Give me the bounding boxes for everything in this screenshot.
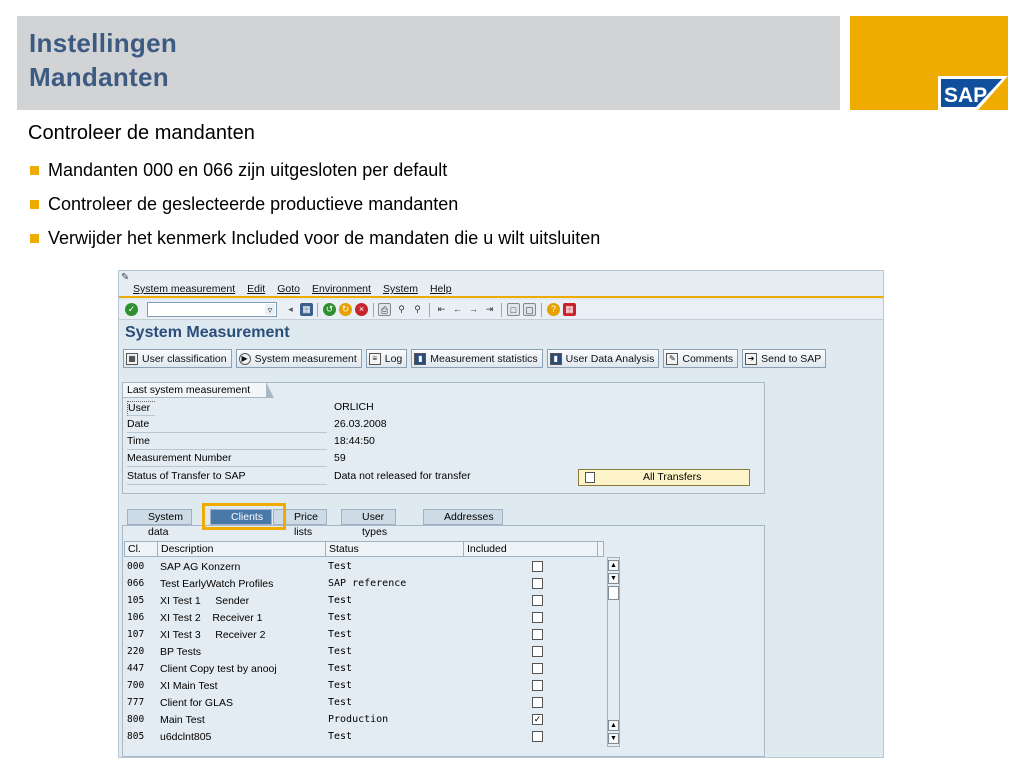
send-icon: ➜ xyxy=(745,353,757,365)
field-label: Time xyxy=(127,435,327,450)
field-value: 18:44:50 xyxy=(334,435,375,447)
bullet-item xyxy=(30,192,600,226)
bullet-text: Mandanten 000 en 066 zijn uitgesloten per default xyxy=(48,160,448,180)
included-checkbox[interactable] xyxy=(532,595,543,606)
first-page-icon[interactable]: ⇤ xyxy=(435,303,448,316)
included-checkbox[interactable] xyxy=(532,612,543,623)
dropdown-icon[interactable]: ▿ xyxy=(265,304,275,315)
bullet-square-icon xyxy=(30,166,39,175)
table-header xyxy=(124,541,604,557)
bullet-item xyxy=(30,158,600,192)
column-header[interactable]: Description xyxy=(158,542,326,557)
last-page-icon[interactable]: ⇥ xyxy=(483,303,496,316)
new-session-icon[interactable]: □ xyxy=(507,303,520,316)
cancel-icon[interactable]: × xyxy=(355,303,368,316)
print-icon[interactable]: ⎙ xyxy=(378,303,391,316)
included-checkbox[interactable] xyxy=(532,629,543,640)
group-title: Last system measurement xyxy=(122,382,266,398)
table-row[interactable]: 447 Client Copy test by anooj Test xyxy=(124,661,604,678)
field-value: ORLICH xyxy=(334,401,374,413)
execute-icon: ▶ xyxy=(239,353,251,365)
layout-icon[interactable]: ▦ xyxy=(563,303,576,316)
bullet-square-icon xyxy=(30,200,39,209)
field-measurement-number xyxy=(127,452,747,468)
table-row[interactable]: 106 XI Test 2 Receiver 1 Test xyxy=(124,610,604,627)
back-icon[interactable]: ↺ xyxy=(323,303,336,316)
scroll-down-icon[interactable]: ▼ xyxy=(608,573,619,584)
field-label: Measurement Number xyxy=(127,452,327,467)
bullet-item xyxy=(30,226,600,260)
included-checkbox[interactable] xyxy=(532,578,543,589)
sap-logo xyxy=(938,76,1008,110)
column-header[interactable]: Included xyxy=(464,542,598,557)
enter-icon[interactable]: ✓ xyxy=(125,303,138,316)
tab-clients[interactable]: Clients xyxy=(210,509,272,525)
table-row[interactable]: 220 BP Tests Test xyxy=(124,644,604,661)
command-field[interactable] xyxy=(147,302,277,317)
title-line-1: Instellingen xyxy=(29,28,178,58)
bullet-list xyxy=(30,158,600,260)
included-checkbox[interactable] xyxy=(532,646,543,657)
included-checkbox[interactable] xyxy=(532,697,543,708)
back-arrow-icon[interactable]: ◂ xyxy=(284,303,297,316)
table-row[interactable]: 066 Test EarlyWatch Profiles SAP reference xyxy=(124,576,604,593)
field-label: Date xyxy=(127,418,327,433)
bullet-text: Controleer de geslecteerde productieve mandanten xyxy=(48,194,459,214)
log-button[interactable]: ≡ Log xyxy=(366,349,408,368)
menu-system-measurement[interactable]: System measurement xyxy=(133,283,236,295)
tab-addresses[interactable]: Addresses xyxy=(423,509,503,525)
field-value: 59 xyxy=(334,452,346,464)
shortcut-icon[interactable]: ▢ xyxy=(523,303,536,316)
field-user xyxy=(127,401,747,417)
menu-bar xyxy=(119,271,883,298)
menu-goto[interactable]: Goto xyxy=(277,283,300,295)
scroll-thumb[interactable] xyxy=(608,586,619,600)
subheading: Controleer de mandanten xyxy=(28,122,255,144)
user-data-analysis-button[interactable]: ▮ User Data Analysis xyxy=(547,349,660,368)
exit-icon[interactable]: ↻ xyxy=(339,303,352,316)
menu-window-icon[interactable]: ✎ xyxy=(121,272,130,283)
next-page-icon[interactable]: → xyxy=(469,304,478,314)
title-band xyxy=(17,16,840,110)
standard-toolbar xyxy=(119,300,883,320)
all-transfers-button[interactable]: All Transfers xyxy=(578,469,750,486)
table-icon: ▦ xyxy=(126,353,138,365)
field-date xyxy=(127,418,747,434)
included-checkbox[interactable] xyxy=(532,731,543,742)
tab-user-types[interactable]: User types xyxy=(341,509,396,525)
table-row[interactable]: 805 u6dclnt805 Test xyxy=(124,729,604,746)
document-icon xyxy=(585,472,595,483)
statistics-icon: ▮ xyxy=(550,353,562,365)
app-title: System Measurement xyxy=(125,324,290,341)
scroll-page-down-icon[interactable]: ▼ xyxy=(608,733,619,744)
title-line-2: Mandanten xyxy=(29,62,169,92)
tab-system-data[interactable]: System data xyxy=(127,509,192,525)
included-checkbox[interactable] xyxy=(532,680,543,691)
menu-edit[interactable]: Edit xyxy=(247,283,266,295)
field-label: User xyxy=(127,401,155,416)
table-row[interactable]: 105 XI Test 1 Sender Test xyxy=(124,593,604,610)
send-to-sap-button[interactable]: ➜ Send to SAP xyxy=(742,349,826,368)
field-value: Data not released for transfer xyxy=(334,470,471,482)
included-checkbox[interactable] xyxy=(532,663,543,674)
sap-window xyxy=(118,270,884,758)
field-value: 26.03.2008 xyxy=(334,418,387,430)
system-measurement-button[interactable]: ▶ System measurement xyxy=(236,349,362,368)
table-row[interactable]: 800 Main Test Production ✓ xyxy=(127,714,542,726)
highlight-box xyxy=(202,503,286,530)
bullet-square-icon xyxy=(30,234,39,243)
measurement-statistics-button[interactable]: ▮ Measurement statistics xyxy=(411,349,542,368)
edit-icon: ✎ xyxy=(666,353,678,365)
tab-price-lists[interactable]: Price lists xyxy=(273,509,327,525)
menu-system[interactable]: System xyxy=(382,283,418,295)
scroll-up-icon[interactable]: ▲ xyxy=(608,560,619,571)
previous-page-icon[interactable]: ← xyxy=(453,304,462,314)
column-header[interactable]: Cl. xyxy=(125,542,158,557)
field-label: Status of Transfer to SAP xyxy=(127,470,327,485)
table-row[interactable]: 107 XI Test 3 Receiver 2 Test xyxy=(124,627,604,644)
user-classification-button[interactable]: ▦ User classification xyxy=(123,349,232,368)
log-icon: ≡ xyxy=(369,353,381,365)
comments-button[interactable]: ✎ Comments xyxy=(663,349,738,368)
menu-environment[interactable]: Environment xyxy=(311,283,371,295)
table-row[interactable]: 777 Client for GLAS Test xyxy=(124,695,604,712)
table-row[interactable]: 000 SAP AG Konzern Test xyxy=(124,559,604,576)
menu-items xyxy=(133,283,452,295)
scroll-page-up-icon[interactable]: ▲ xyxy=(608,720,619,731)
application-toolbar xyxy=(123,349,826,369)
included-checkbox[interactable] xyxy=(532,561,543,572)
field-time xyxy=(127,435,747,451)
find-next-icon[interactable]: ⚲ xyxy=(411,303,424,316)
bullet-text: Verwijder het kenmerk Included voor de mandaten die u wilt uitsluiten xyxy=(48,228,601,248)
vertical-scrollbar[interactable] xyxy=(607,557,620,747)
help-icon[interactable]: ? xyxy=(547,303,560,316)
table-row[interactable]: 700 XI Main Test Test xyxy=(124,678,604,695)
included-checkbox-checked[interactable]: ✓ xyxy=(533,714,542,724)
find-icon[interactable]: ⚲ xyxy=(395,303,408,316)
menu-help[interactable]: Help xyxy=(429,283,452,295)
save-icon[interactable]: ▦ xyxy=(300,303,313,316)
logo-box xyxy=(850,16,1008,110)
column-header[interactable]: Status xyxy=(326,542,464,557)
statistics-icon: ▮ xyxy=(414,353,426,365)
sap-logo-text: SAP xyxy=(944,84,988,107)
